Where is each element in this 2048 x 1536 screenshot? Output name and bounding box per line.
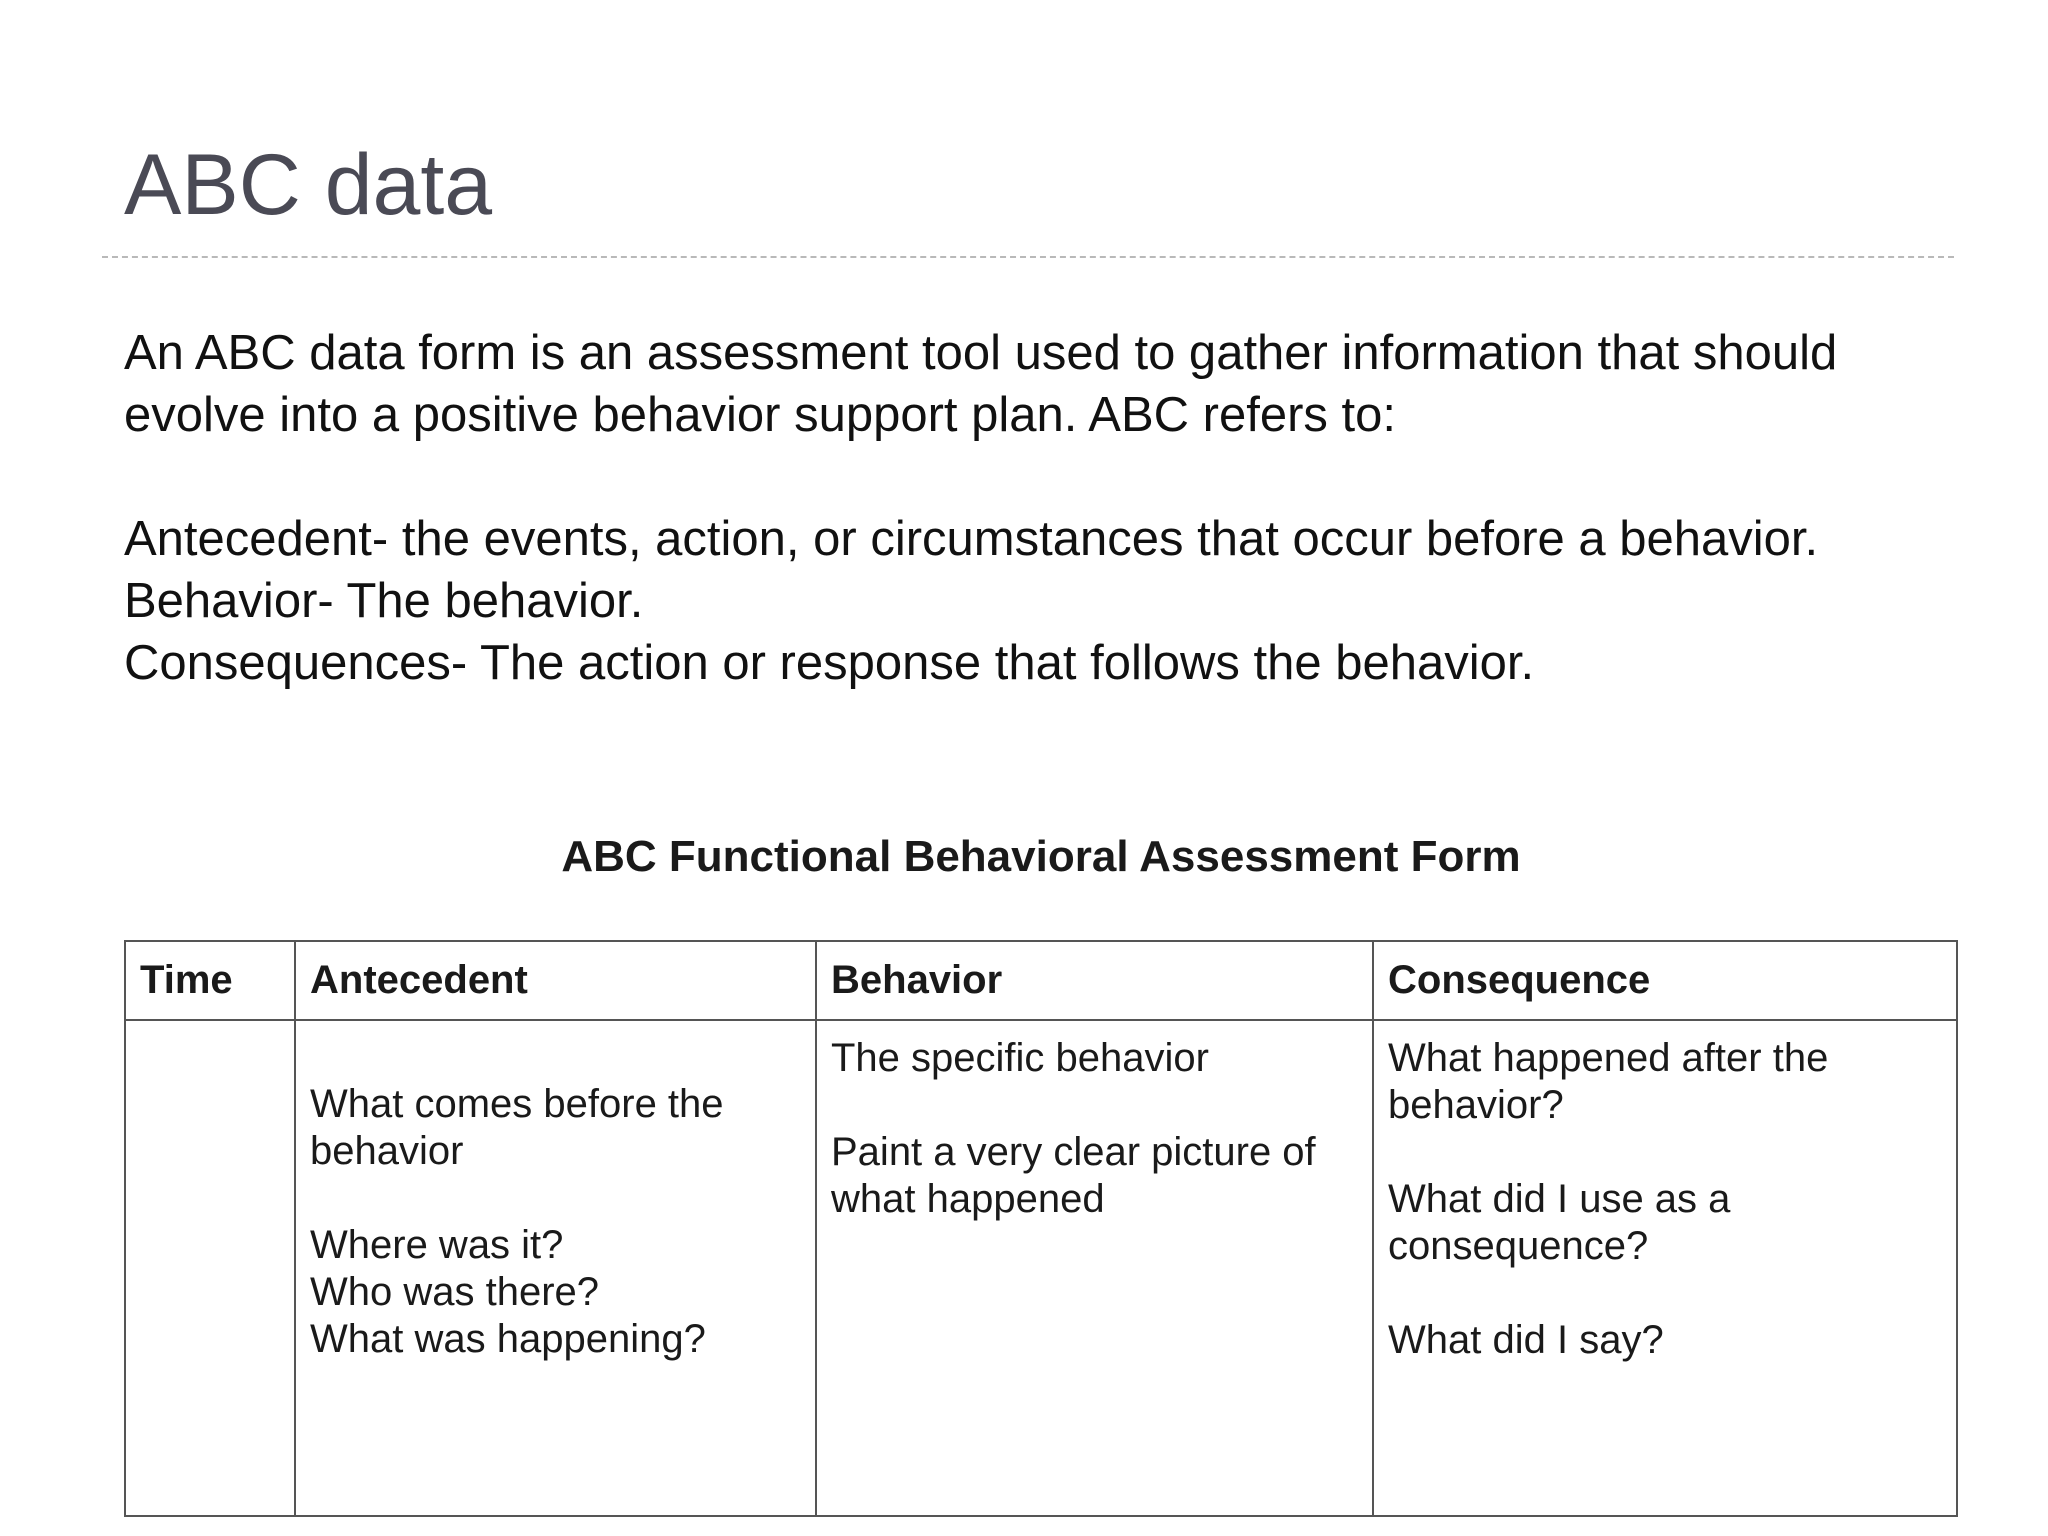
antecedent-line: behavior	[310, 1129, 464, 1173]
header-time: Time	[125, 941, 295, 1020]
header-consequence: Consequence	[1373, 941, 1957, 1020]
abc-definitions	[124, 508, 1984, 694]
definition-antecedent: Antecedent- the events, action, or circumstances that occur before a behavior.	[124, 512, 1819, 566]
consequence-line: consequence?	[1388, 1224, 1649, 1268]
antecedent-line: What comes before the	[310, 1082, 724, 1126]
antecedent-line: What was happening?	[310, 1317, 706, 1361]
consequence-line: behavior?	[1388, 1083, 1564, 1127]
slide-title: ABC data	[124, 137, 493, 233]
consequence-line: What did I use as a	[1388, 1177, 1731, 1221]
consequence-line: What did I say?	[1388, 1318, 1664, 1362]
antecedent-line: Where was it?	[310, 1223, 564, 1267]
table-row	[125, 1020, 1957, 1516]
cell-time	[125, 1020, 295, 1516]
consequence-line: What happened after the	[1388, 1036, 1829, 1080]
abc-form-table	[124, 940, 1958, 1517]
title-divider	[102, 256, 1954, 258]
behavior-line: what happened	[831, 1177, 1105, 1221]
definition-behavior: Behavior- The behavior.	[124, 574, 644, 628]
intro-paragraph: An ABC data form is an assessment tool used to gather information that should evolve into a positive behavior support plan. ABC refers to:	[124, 326, 1838, 442]
behavior-line: The specific behavior	[831, 1036, 1209, 1080]
cell-behavior	[816, 1020, 1373, 1516]
cell-consequence	[1373, 1020, 1957, 1516]
header-behavior: Behavior	[816, 941, 1373, 1020]
form-title: ABC Functional Behavioral Assessment Form	[561, 832, 1521, 881]
header-antecedent: Antecedent	[295, 941, 816, 1020]
cell-antecedent	[295, 1020, 816, 1516]
table-header-row	[125, 941, 1957, 1020]
behavior-line: Paint a very clear picture of	[831, 1130, 1316, 1174]
definition-consequences: Consequences- The action or response that follows the behavior.	[124, 636, 1535, 690]
antecedent-line: Who was there?	[310, 1270, 600, 1314]
abc-form-image	[124, 820, 1958, 1536]
